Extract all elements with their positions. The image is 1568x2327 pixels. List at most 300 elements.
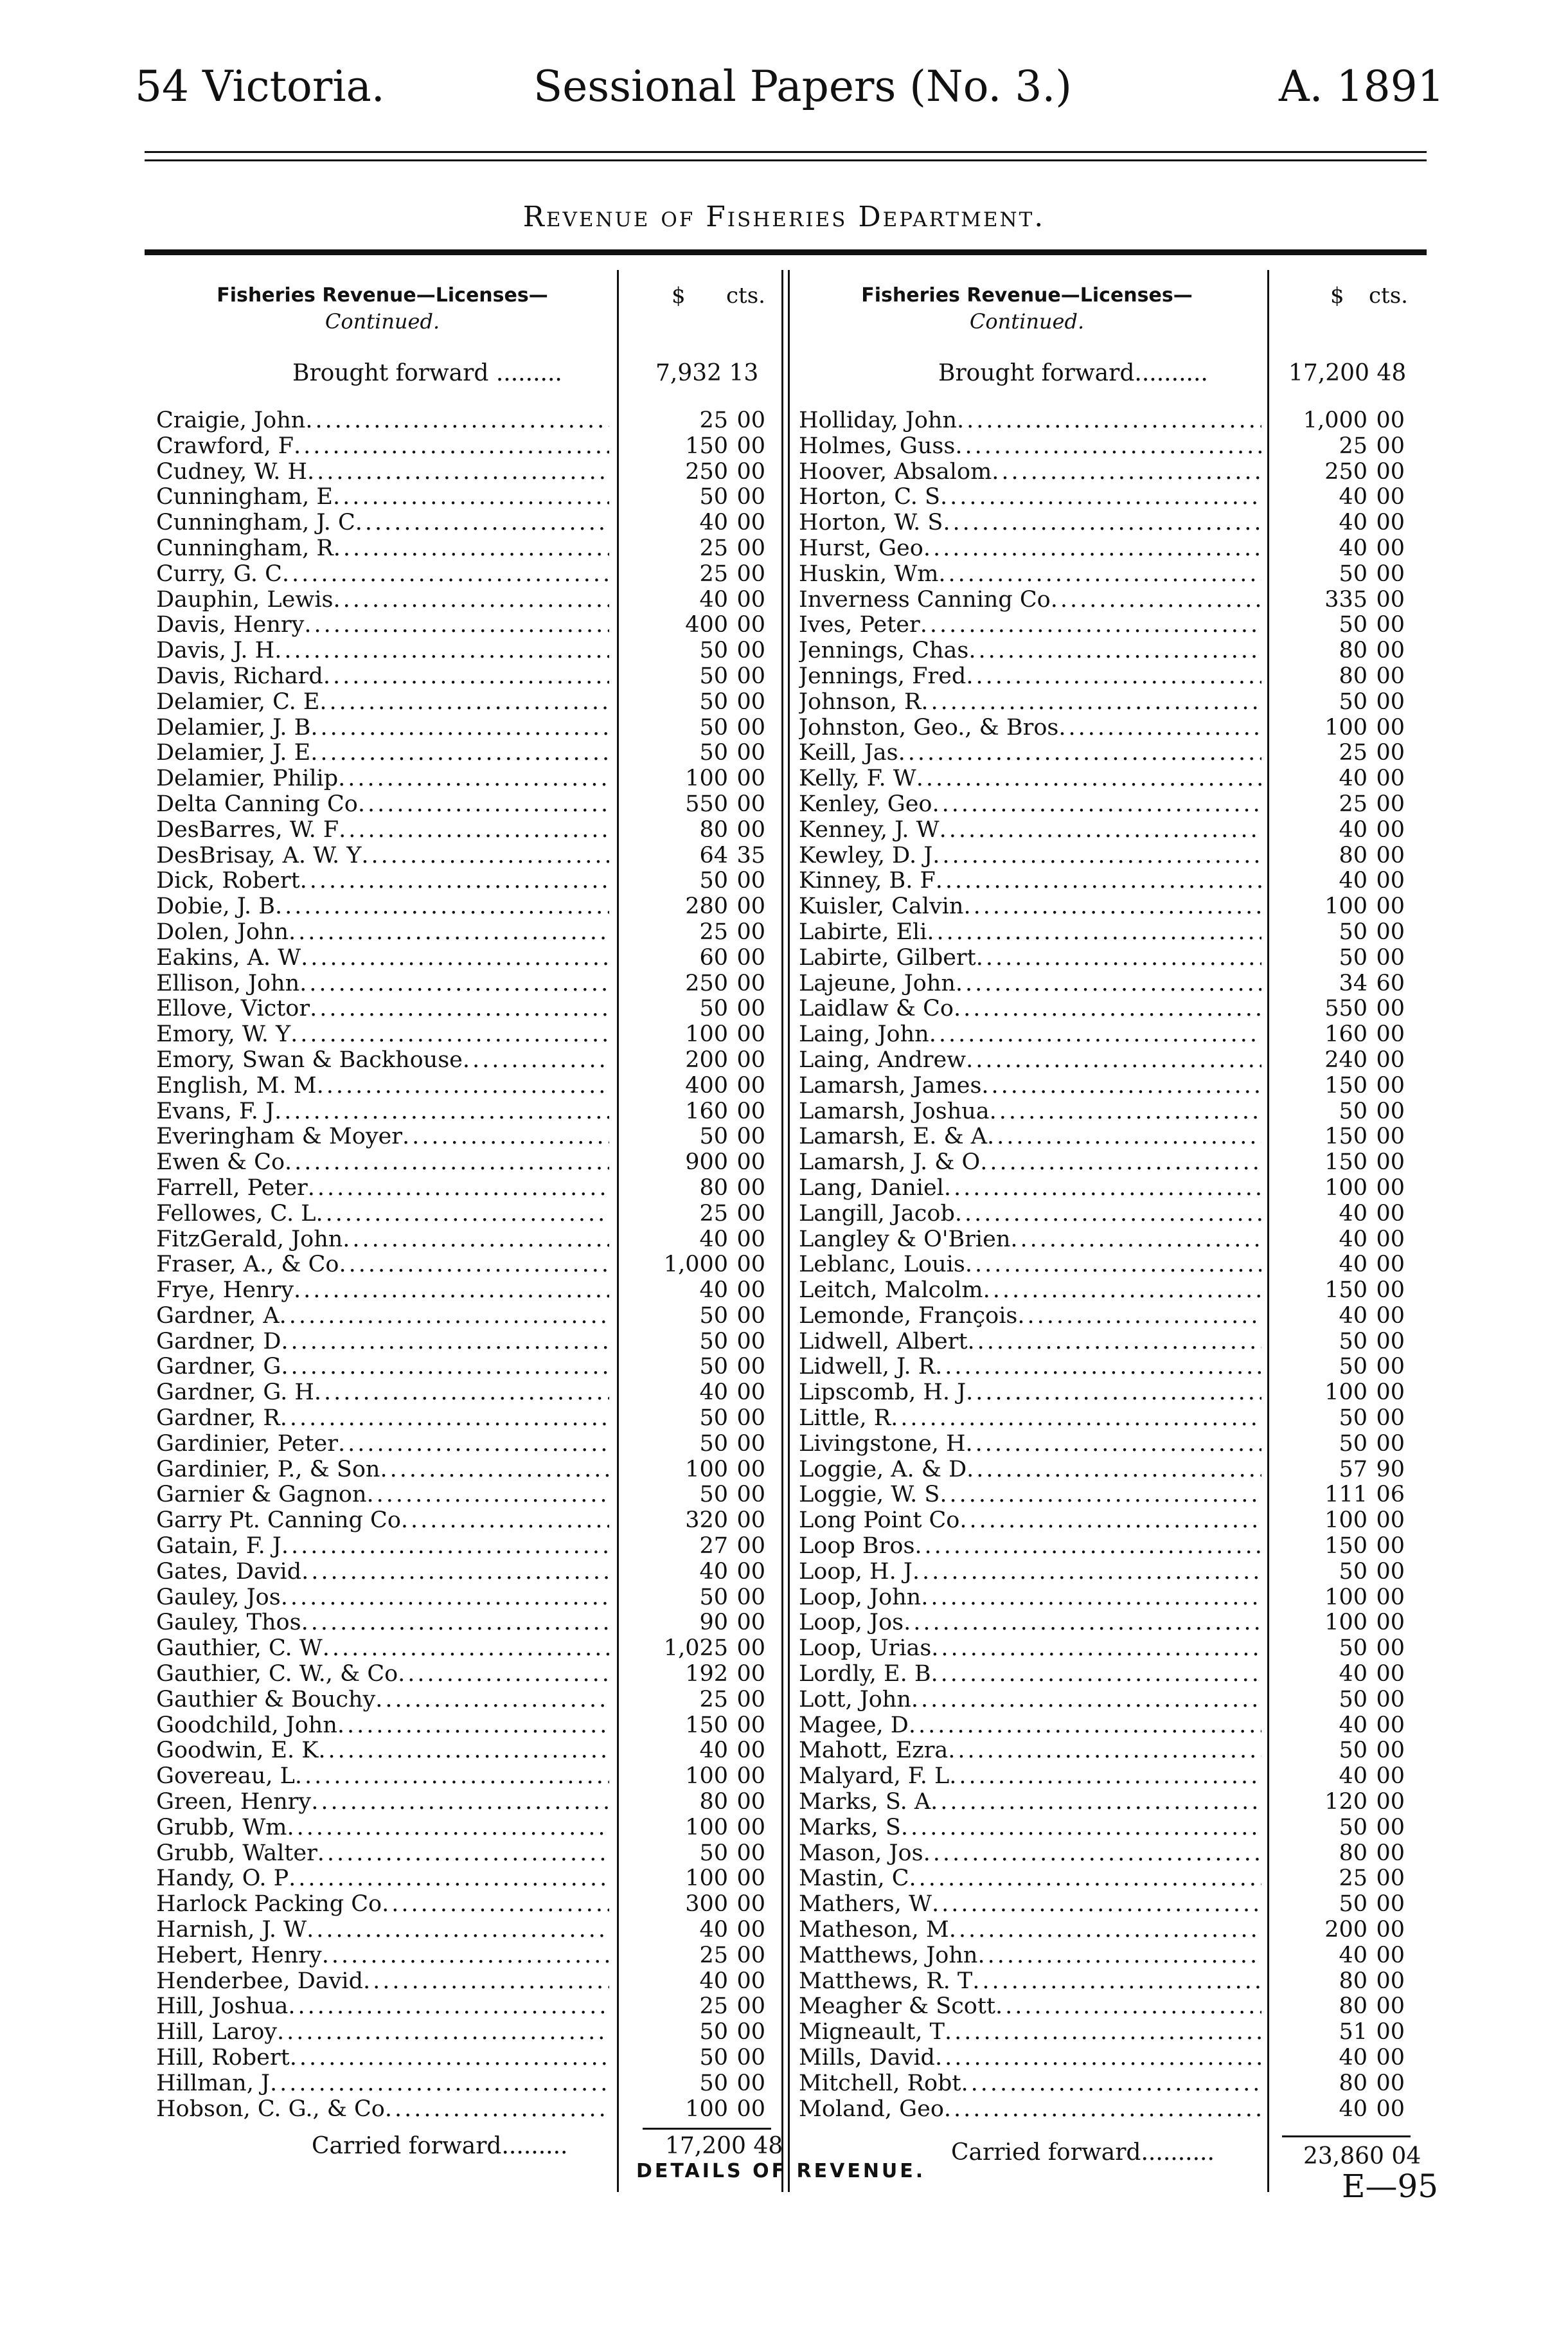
amount-cents: 00 <box>736 484 765 510</box>
licensee-name: Long Point Co <box>799 1508 960 1534</box>
right-licensee-row <box>799 1534 1261 1559</box>
leader-dots <box>282 562 609 588</box>
amount-cents: 00 <box>736 766 765 792</box>
left-licensee-row <box>156 1048 609 1074</box>
left-licensee-row <box>156 690 609 715</box>
amount-dollars: 40 <box>1339 1252 1368 1278</box>
left-licensee-row <box>156 1329 609 1355</box>
amount-cents: 00 <box>1376 816 1405 843</box>
amount-cents: 00 <box>736 1942 765 1968</box>
left-amount-row <box>639 613 765 638</box>
leader-dots <box>901 1815 1261 1841</box>
right-amount-row <box>1279 818 1405 843</box>
amount-cents: 00 <box>1376 408 1405 433</box>
amount-dollars: 40 <box>699 1379 728 1406</box>
amount-dollars: 250 <box>685 458 728 485</box>
amount-cents: 00 <box>736 1021 765 1048</box>
licensee-name: DesBarres, W. F <box>156 817 339 843</box>
leader-dots <box>961 2071 1262 2097</box>
right-licensee-row <box>799 1304 1261 1329</box>
left-amount-row <box>639 1508 765 1534</box>
licensee-name: Johnston, Geo., & Bros <box>799 715 1059 741</box>
licensee-name: Gates, David <box>156 1559 302 1585</box>
leader-dots <box>311 1790 609 1815</box>
leader-dots <box>294 434 609 460</box>
amount-dollars: 50 <box>1339 688 1368 715</box>
amount-dollars: 40 <box>1339 766 1368 792</box>
title-rule <box>145 249 1427 255</box>
leader-dots <box>301 1559 609 1585</box>
left-licensee-row <box>156 715 609 741</box>
amount-cents: 00 <box>1376 740 1405 766</box>
licensee-name: Leblanc, Louis <box>799 1252 965 1278</box>
amount-dollars: 25 <box>699 1942 728 1968</box>
licensee-name: Lamarsh, J. & O <box>799 1150 981 1176</box>
column-divider <box>1267 270 1269 2192</box>
amount-cents: 00 <box>1376 842 1405 868</box>
amount-dollars: 50 <box>1339 944 1368 971</box>
amount-dollars: 100 <box>685 1763 728 1790</box>
right-amount-row <box>1279 1176 1405 1201</box>
left-amount-row <box>639 818 765 843</box>
licensee-name: Gauley, Thos <box>156 1610 301 1636</box>
amount-dollars: 100 <box>685 1021 728 1048</box>
licensee-name: Holliday, John <box>799 408 958 433</box>
licensee-name: DesBrisay, A. W. Y <box>156 843 362 868</box>
right-amount-row <box>1279 2097 1405 2123</box>
amount-dollars: 50 <box>1339 1405 1368 1432</box>
left-licensee-row <box>156 1201 609 1227</box>
amount-dollars: 50 <box>1339 1328 1368 1354</box>
leader-dots <box>274 1099 609 1125</box>
leader-dots <box>932 843 1261 869</box>
right-amount-row <box>1279 1943 1405 1969</box>
amount-cents: 00 <box>736 458 765 485</box>
right-licensee-row <box>799 1329 1261 1355</box>
amount-dollars: 50 <box>699 1354 728 1380</box>
left-licensee-row <box>156 920 609 946</box>
right-cents-head: cts. <box>1369 283 1408 309</box>
left-amount-row <box>639 1994 765 2020</box>
amount-cents: 00 <box>1376 1891 1405 1918</box>
leader-dots <box>921 1585 1261 1611</box>
left-amount-row <box>639 843 765 869</box>
amount-dollars: 50 <box>699 1430 728 1457</box>
right-licensee-row <box>799 715 1261 741</box>
amount-cents: 00 <box>736 1354 765 1380</box>
amount-dollars: 25 <box>699 561 728 587</box>
amount-dollars: 120 <box>1324 1789 1368 1815</box>
amount-cents: 00 <box>736 1814 765 1840</box>
left-licensee-row <box>156 1687 609 1713</box>
amount-dollars: 50 <box>699 1124 728 1150</box>
left-licensee-row <box>156 1457 609 1483</box>
right-amount-row <box>1279 946 1405 971</box>
licensee-name: Hillman, J <box>156 2071 270 2096</box>
amount-cents: 00 <box>736 2070 765 2096</box>
licensee-name: Grubb, Wm <box>156 1815 287 1840</box>
amount-dollars: 80 <box>1339 2070 1368 2096</box>
right-amount-row <box>1279 1022 1405 1048</box>
amount-dollars: 400 <box>685 612 728 638</box>
right-amount-row <box>1279 1252 1405 1278</box>
amount-cents: 00 <box>736 1993 765 2020</box>
amount-dollars: 250 <box>1324 458 1368 485</box>
right-amount-row <box>1279 1508 1405 1534</box>
amount-dollars: 40 <box>1339 1763 1368 1790</box>
amount-cents: 00 <box>736 1252 765 1278</box>
leader-dots <box>936 868 1261 894</box>
amount-dollars: 64 <box>699 842 728 868</box>
left-licensee-row <box>156 1227 609 1253</box>
right-amount-row <box>1279 996 1405 1022</box>
right-value-list <box>1279 408 1405 2122</box>
leader-dots <box>904 1610 1261 1636</box>
leader-dots <box>398 1662 609 1687</box>
right-amount-row <box>1279 613 1405 638</box>
licensee-name: Loggie, A. & D <box>799 1457 967 1482</box>
right-amount-row <box>1279 408 1405 434</box>
right-licensee-row <box>799 2071 1261 2097</box>
leader-dots <box>338 1432 609 1457</box>
amount-cents: 00 <box>736 1610 765 1636</box>
leader-dots <box>317 1841 609 1867</box>
amount-cents: 00 <box>736 996 765 1022</box>
licensee-name: Marks, S <box>799 1815 901 1840</box>
right-licensee-row <box>799 510 1261 536</box>
amount-cents: 00 <box>1376 791 1405 817</box>
licensee-name: Harlock Packing Co <box>156 1892 382 1918</box>
licensee-name: Hurst, Geo <box>799 535 923 561</box>
left-licensee-row <box>156 741 609 766</box>
licensee-name: Garry Pt. Canning Co <box>156 1508 401 1534</box>
header-series: Sessional Papers (No. 3.) <box>533 62 1073 111</box>
amount-cents: 00 <box>736 612 765 638</box>
amount-cents: 00 <box>736 1379 765 1406</box>
licensee-name: Ellove, Victor <box>156 996 310 1022</box>
licensee-name: Lordly, E. B <box>799 1662 931 1687</box>
left-amount-row <box>639 1380 765 1406</box>
amount-cents: 00 <box>1376 1124 1405 1150</box>
leader-dots <box>337 1713 609 1739</box>
left-amount-row <box>639 1278 765 1304</box>
leader-dots <box>281 1354 609 1380</box>
right-amount-row <box>1279 664 1405 690</box>
left-licensee-row <box>156 562 609 588</box>
amount-dollars: 100 <box>685 766 728 792</box>
right-licensee-row <box>799 1124 1261 1150</box>
amount-cents: 00 <box>1376 894 1405 920</box>
column-divider <box>788 270 790 2192</box>
right-licensee-row <box>799 1022 1261 1048</box>
amount-dollars: 25 <box>699 535 728 561</box>
left-licensee-row <box>156 1176 609 1201</box>
licensee-name: Ewen & Co <box>156 1150 285 1176</box>
leader-dots <box>280 1304 609 1329</box>
leader-dots <box>913 1559 1261 1585</box>
right-licensee-row <box>799 741 1261 766</box>
amount-cents: 00 <box>736 1789 765 1815</box>
licensee-name: Cunningham, R <box>156 535 334 561</box>
licensee-name: Emory, Swan & Backhouse <box>156 1047 463 1073</box>
licensee-name: Delamier, Philip <box>156 766 339 792</box>
licensee-name: Loop, Urias <box>799 1636 932 1662</box>
right-licensee-row <box>799 536 1261 562</box>
left-amount-row <box>639 741 765 766</box>
leader-dots <box>935 2045 1261 2071</box>
left-amount-row <box>639 588 765 613</box>
right-amount-row <box>1279 1380 1405 1406</box>
leader-dots <box>898 741 1261 766</box>
amount-cents: 00 <box>736 1891 765 1918</box>
amount-dollars: 50 <box>1339 1635 1368 1662</box>
amount-cents: 00 <box>1376 1814 1405 1840</box>
left-licensee-row <box>156 1559 609 1585</box>
leader-dots <box>963 894 1261 920</box>
amount-dollars: 40 <box>699 1558 728 1585</box>
leader-dots <box>944 1176 1261 1201</box>
licensee-name: Migneault, T <box>799 2020 945 2045</box>
amount-cents: 00 <box>736 1558 765 1585</box>
left-amount-row <box>639 946 765 971</box>
licensee-name: Dobie, J. B <box>156 894 275 920</box>
right-licensee-row <box>799 1099 1261 1125</box>
left-amount-row <box>639 1329 765 1355</box>
leader-dots <box>275 894 609 920</box>
amount-dollars: 40 <box>1339 484 1368 510</box>
right-amount-row <box>1279 1994 1405 2020</box>
licensee-name: Lamarsh, Joshua <box>799 1099 990 1124</box>
amount-dollars: 25 <box>699 1686 728 1712</box>
licensee-name: Mills, David <box>799 2045 935 2071</box>
amount-cents: 00 <box>1376 1610 1405 1636</box>
right-amount-row <box>1279 1329 1405 1355</box>
right-licensee-row <box>799 460 1261 485</box>
amount-dollars: 50 <box>1339 561 1368 587</box>
leader-dots <box>285 1150 609 1176</box>
right-licensee-row <box>799 562 1261 588</box>
leader-dots <box>932 1892 1261 1918</box>
right-licensee-row <box>799 1662 1261 1687</box>
left-amount-row <box>639 1406 765 1432</box>
right-licensee-row <box>799 1738 1261 1764</box>
amount-cents: 00 <box>736 1507 765 1534</box>
left-amount-row <box>639 1738 765 1764</box>
licensee-name: Farrell, Peter <box>156 1175 308 1201</box>
left-licensee-row <box>156 1841 609 1867</box>
amount-dollars: 1,025 <box>663 1635 728 1662</box>
amount-dollars: 51 <box>1339 2019 1368 2045</box>
right-licensee-row <box>799 613 1261 638</box>
amount-cents: 00 <box>1376 1354 1405 1380</box>
left-brought-forward-value: 7,932 13 <box>655 360 759 386</box>
leader-dots <box>307 1918 609 1943</box>
amount-dollars: 50 <box>1339 1891 1368 1918</box>
licensee-name: Malyard, F. L <box>799 1764 950 1790</box>
leader-dots <box>916 766 1261 792</box>
amount-dollars: 40 <box>699 1917 728 1943</box>
left-licensee-row <box>156 1354 609 1380</box>
licensee-name: Cunningham, J. C <box>156 510 355 536</box>
left-licensee-row <box>156 1994 609 2020</box>
licensee-name: Horton, C. S <box>799 485 941 510</box>
amount-cents: 00 <box>1376 510 1405 536</box>
amount-cents: 00 <box>1376 1738 1405 1764</box>
left-licensee-row <box>156 1918 609 1943</box>
amount-cents: 00 <box>1376 1149 1405 1176</box>
amount-dollars: 80 <box>699 816 728 843</box>
amount-cents: 00 <box>736 1968 765 1994</box>
amount-dollars: 50 <box>699 663 728 689</box>
amount-cents: 00 <box>736 944 765 971</box>
left-licensee-row <box>156 1969 609 1995</box>
amount-cents: 00 <box>736 970 765 996</box>
left-amount-row <box>639 1610 765 1636</box>
amount-cents: 00 <box>736 1738 765 1764</box>
licensee-name: Little, R <box>799 1406 891 1432</box>
amount-cents: 00 <box>736 1405 765 1432</box>
leader-dots <box>358 792 609 818</box>
left-licensee-row <box>156 408 609 434</box>
amount-dollars: 40 <box>1339 2045 1368 2071</box>
amount-dollars: 100 <box>1324 1507 1368 1534</box>
left-licensee-row <box>156 1585 609 1611</box>
amount-cents: 00 <box>1376 458 1405 485</box>
amount-cents: 00 <box>736 816 765 843</box>
left-licensee-row <box>156 1099 609 1125</box>
amount-dollars: 900 <box>685 1149 728 1176</box>
amount-dollars: 100 <box>685 1865 728 1892</box>
left-amount-row <box>639 766 765 792</box>
left-licensee-row <box>156 1764 609 1790</box>
licensee-name: Gardner, R <box>156 1406 280 1432</box>
licensee-name: Lidwell, Albert <box>799 1329 968 1354</box>
right-licensee-row <box>799 894 1261 920</box>
leader-dots <box>304 613 609 638</box>
right-amount-row <box>1279 1866 1405 1892</box>
leader-dots <box>920 613 1261 638</box>
licensee-name: Kewley, D. J <box>799 843 933 868</box>
amount-cents: 00 <box>1376 1226 1405 1252</box>
amount-cents: 00 <box>1376 638 1405 664</box>
amount-cents: 00 <box>1376 1098 1405 1124</box>
left-amount-row <box>639 1176 765 1201</box>
licensee-name: Lang, Daniel <box>799 1175 944 1201</box>
right-licensee-row <box>799 946 1261 971</box>
licensee-name: Labirte, Gilbert <box>799 945 976 971</box>
amount-dollars: 150 <box>1324 1072 1368 1099</box>
amount-dollars: 80 <box>699 1174 728 1201</box>
right-amount-row <box>1279 1406 1405 1432</box>
amount-cents: 00 <box>1376 1584 1405 1610</box>
licensee-name: Gardner, G <box>156 1354 281 1380</box>
right-licensee-row <box>799 1815 1261 1841</box>
licensee-name: Mathers, W <box>799 1892 932 1918</box>
right-licensee-row <box>799 1227 1261 1253</box>
left-licensee-row <box>156 1304 609 1329</box>
left-licensee-row <box>156 588 609 613</box>
right-amount-row <box>1279 510 1405 536</box>
right-brought-forward-label: Brought forward.......... <box>938 360 1208 386</box>
right-amount-row <box>1279 2045 1405 2071</box>
right-amount-row <box>1279 1764 1405 1790</box>
amount-dollars: 25 <box>1339 433 1368 459</box>
left-licensee-row <box>156 818 609 843</box>
right-licensee-row <box>799 1380 1261 1406</box>
right-amount-row <box>1279 638 1405 664</box>
leader-dots <box>940 485 1261 510</box>
amount-cents: 90 <box>1376 1456 1405 1482</box>
leader-dots <box>983 1278 1261 1304</box>
amount-dollars: 40 <box>699 1968 728 1994</box>
amount-cents: 00 <box>736 638 765 664</box>
amount-cents: 00 <box>1376 561 1405 587</box>
leader-dots <box>948 1738 1261 1764</box>
right-amount-row <box>1279 2020 1405 2045</box>
licensee-name: Delamier, C. E <box>156 689 320 715</box>
leader-dots <box>355 510 609 536</box>
amount-cents: 00 <box>1376 1942 1405 1968</box>
licensee-name: Laing, Andrew <box>799 1047 967 1073</box>
leader-dots <box>932 792 1262 818</box>
right-licensee-row <box>799 1713 1261 1739</box>
leader-dots <box>954 996 1261 1022</box>
right-licensee-row <box>799 1150 1261 1176</box>
licensee-name: FitzGerald, John <box>156 1226 343 1252</box>
licensee-name: Matheson, M <box>799 1918 949 1943</box>
left-amount-row <box>639 1662 765 1687</box>
amount-cents: 00 <box>736 791 765 817</box>
left-amount-row <box>639 1354 765 1380</box>
amount-dollars: 100 <box>685 2096 728 2122</box>
right-licensee-row <box>799 792 1261 818</box>
amount-cents: 06 <box>1376 1482 1405 1508</box>
amount-cents: 00 <box>736 2019 765 2045</box>
left-licensee-row <box>156 1738 609 1764</box>
left-licensee-row <box>156 1150 609 1176</box>
licensee-name: Hobson, C. G., & Co <box>156 2096 385 2122</box>
leader-dots <box>1017 1304 1261 1329</box>
left-amount-row <box>639 1559 765 1585</box>
right-amount-row <box>1279 1482 1405 1508</box>
licensee-name: Keill, Jas <box>799 741 898 766</box>
leader-dots <box>1051 588 1261 613</box>
left-total-rule <box>643 2128 771 2130</box>
licensee-name: Huskin, Wm <box>799 561 939 587</box>
left-licensee-row <box>156 1790 609 1815</box>
amount-cents: 00 <box>1376 1021 1405 1048</box>
amount-dollars: 40 <box>1339 868 1368 894</box>
amount-dollars: 40 <box>699 586 728 613</box>
amount-dollars: 1,000 <box>663 1252 728 1278</box>
licensee-name: Lamarsh, James <box>799 1073 982 1099</box>
licensee-name: Frye, Henry <box>156 1278 294 1304</box>
amount-dollars: 25 <box>1339 1865 1368 1892</box>
right-licensee-row <box>799 1432 1261 1457</box>
licensee-name: Gardner, G. H <box>156 1380 314 1406</box>
licensee-name: Leitch, Malcolm <box>799 1278 983 1304</box>
amount-dollars: 100 <box>1324 1584 1368 1610</box>
amount-dollars: 27 <box>699 1533 728 1559</box>
left-value-list <box>639 408 765 2122</box>
right-licensee-row <box>799 434 1261 460</box>
amount-cents: 00 <box>736 1200 765 1226</box>
leader-dots <box>914 1534 1261 1559</box>
licensee-name: Lipscomb, H. J <box>799 1380 967 1406</box>
left-amount-row <box>639 1304 765 1329</box>
licensee-name: Jennings, Fred <box>799 663 967 689</box>
amount-dollars: 100 <box>1324 1379 1368 1406</box>
